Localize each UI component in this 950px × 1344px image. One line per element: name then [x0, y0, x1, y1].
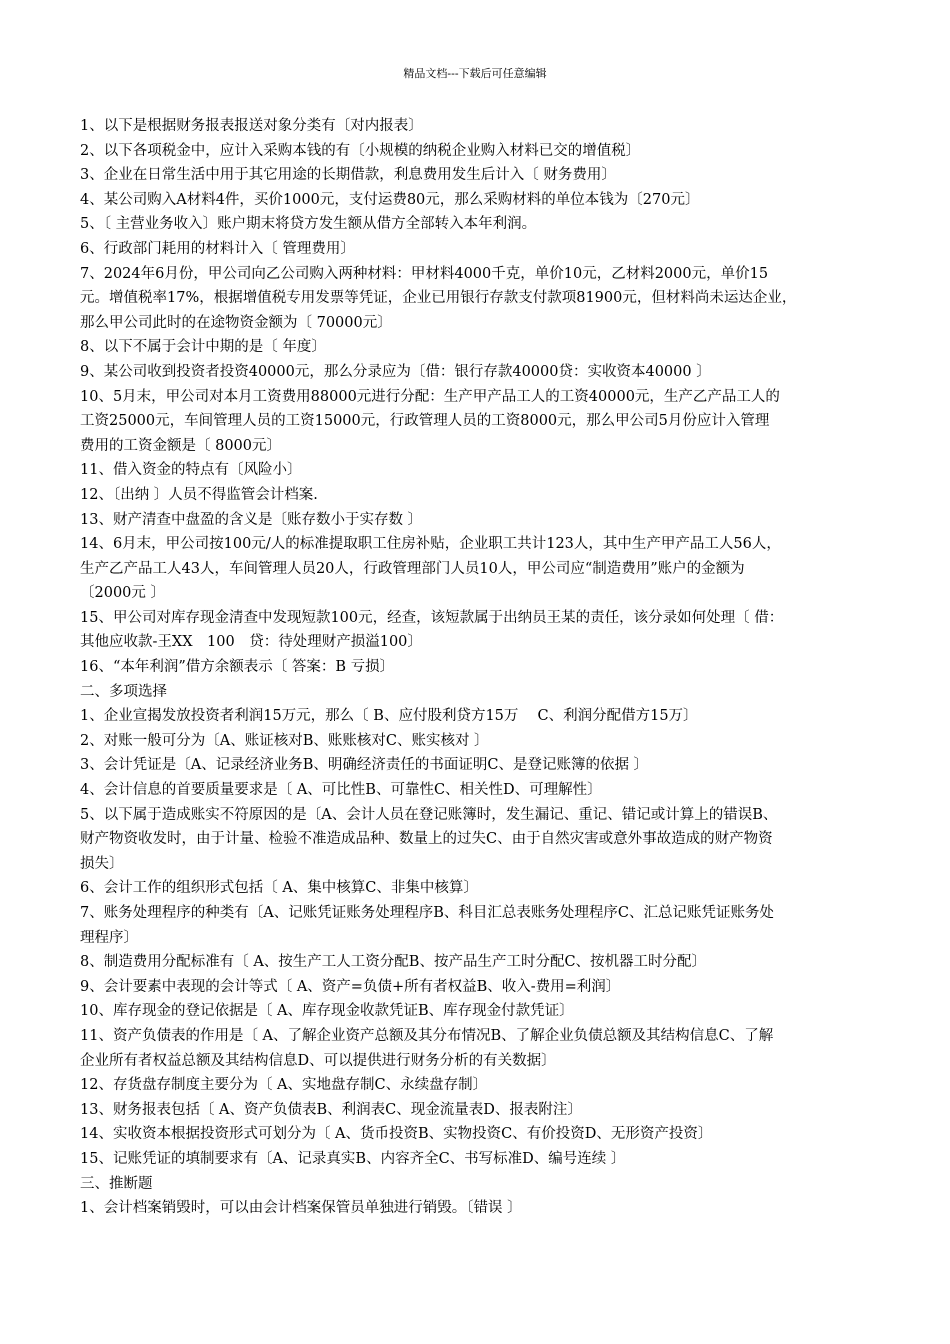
text-line: 3、企业在日常生活中用于其它用途的长期借款，利息费用发生后计入〔 财务费用〕: [80, 167, 616, 184]
text-line: 2、以下各项税金中，应计入采购本钱的有〔小规模的纳税企业购入材料已交的增值税〕: [80, 142, 641, 159]
text-line: 理程序〕: [80, 929, 138, 946]
text-line: 12、〔出纳 〕人员不得监管会计档案.: [80, 486, 318, 503]
text-line: 2、对账一般可分为〔A、账证核对B、账账核对C、账实核对 〕: [80, 732, 489, 749]
text-line: 5、〔 主营业务收入〕账户期末将贷方发生额从借方全部转入本年利润。: [80, 216, 537, 233]
text-line: 5、以下属于造成账实不符原因的是〔A、会计人员在登记账簿时，发生漏记、重记、错记或计算上的错误B、: [80, 806, 778, 823]
text-line: 8、制造费用分配标准有〔 A、按生产工人工资分配B、按产品生产工时分配C、按机器工时分配〕: [80, 954, 707, 971]
text-line: 损失〕: [80, 855, 124, 872]
text-line: 元。增值税率17%，根据增值税专用发票等凭证，企业已用银行存款支付款项81900元，但材料尚未运达企业，: [80, 290, 797, 307]
text-line: 其他应收款-王XX 100 贷：待处理财产损溢100〕: [80, 634, 422, 651]
text-line: 企业所有者权益总额及其结构信息D、可以提供进行财务分析的有关数据〕: [80, 1052, 556, 1069]
section-heading: 二、多项选择: [80, 683, 167, 700]
text-line: 6、行政部门耗用的材料计入〔 管理费用〕: [80, 240, 355, 257]
text-line: 13、财务报表包括〔 A、资产负债表B、利润表C、现金流量表D、报表附注〕: [80, 1101, 582, 1118]
text-line: 10、库存现金的登记依据是〔 A、库存现金收款凭证B、库存现金付款凭证〕: [80, 1003, 574, 1020]
text-line: 4、某公司购入A材料4件，买价1000元，支付运费80元，那么采购材料的单位本钱为〔270元〕: [80, 191, 700, 208]
text-line: 9、某公司收到投资者投资40000元，那么分录应为〔借：银行存款40000贷：实收资本40000 〕: [80, 363, 711, 380]
text-line: 〔2000元 〕: [80, 585, 166, 602]
text-line: 11、借入资金的特点有〔风险小〕: [80, 462, 302, 479]
text-line: 4、会计信息的首要质量要求是〔 A、可比性B、可靠性C、相关性D、可理解性〕: [80, 782, 602, 799]
page-header: 精品文档---下载后可任意编辑: [403, 67, 547, 80]
text-line: 15、记账凭证的填制要求有〔A、记录真实B、内容齐全C、书写标准D、编号连续 〕: [80, 1150, 626, 1167]
text-line: 7、账务处理程序的种类有〔A、记账凭证账务处理程序B、科目汇总表账务处理程序C、汇总记账凭证账务处: [80, 905, 774, 921]
text-line: 10、5月末，甲公司对本月工资费用88000元进行分配：生产甲产品工人的工资40000元，生产乙产品工人的: [80, 388, 780, 405]
text-line: 14、6月末，甲公司按100元/人的标准提取职工住房补贴，企业职工共计123人，其中生产甲产品工人56人，: [80, 536, 781, 553]
text-line: 1、企业宣揭发放投资者利润15万元，那么〔 B、应付股利贷方15万 C、利润分配借方15万〕: [80, 708, 698, 725]
text-line: 6、会计工作的组织形式包括〔 A、集中核算C、非集中核算〕: [80, 880, 478, 897]
text-line: 生产乙产品工人43人，车间管理人员20人，行政管理部门人员10人，甲公司应“制造费用”账户的金额为: [80, 560, 745, 577]
text-line: 8、以下不属于会计中期的是〔 年度〕: [80, 339, 326, 356]
text-line: 3、会计凭证是〔A、记录经济业务B、明确经济责任的书面证明C、是登记账簿的依据 〕: [80, 757, 649, 774]
text-line: 14、实收资本根据投资形式可划分为〔 A、货币投资B、实物投资C、有价投资D、无形资产投资〕: [80, 1126, 713, 1143]
text-line: 1、以下是根据财务报表报送对象分类有〔对内报表〕: [80, 118, 423, 134]
text-line: 16、“本年利润”借方余额表示〔 答案：B 亏损〕: [80, 659, 395, 676]
text-line: 费用的工资金额是〔 8000元〕: [80, 437, 282, 454]
text-line: 7、2024年6月份，甲公司向乙公司购入两种材料：甲材料4000千克，单价10元，乙材料2000元，单价15: [80, 265, 769, 282]
text-line: 1、会计档案销毁时，可以由会计档案保管员单独进行销毁。〔错误 〕: [80, 1200, 522, 1217]
text-line: 15、甲公司对库存现金清查中发现短款100元，经查，该短款属于出纳员王某的责任，该分录如何处理〔 借：: [80, 609, 784, 626]
text-line: 12、存货盘存制度主要分为〔 A、实地盘存制C、永续盘存制〕: [80, 1077, 488, 1094]
text-line: 13、财产清查中盘盈的含义是〔账存数小于实存数 〕: [80, 511, 423, 528]
document-body: [80, 114, 892, 1221]
text-line: 工资25000元，车间管理人员的工资15000元，行政管理人员的工资8000元，那么甲公司5月份应计入管理: [80, 413, 770, 430]
text-line: 那么甲公司此时的在途物资金额为〔 70000元〕: [80, 314, 392, 331]
text-line: 11、资产负债表的作用是〔 A、了解企业资产总额及其分布情况B、了解企业负债总额及其结构信息C、了解: [80, 1027, 774, 1044]
section-heading: 三、推断题: [80, 1175, 153, 1192]
text-line: 财产物资收发时，由于计量、检验不准造成品种、数量上的过失C、由于自然灾害或意外事故造成的财产物资: [80, 831, 773, 848]
text-line: 9、会计要素中表现的会计等式〔 A、资产=负债+所有者权益B、收入-费用=利润〕: [80, 978, 621, 995]
